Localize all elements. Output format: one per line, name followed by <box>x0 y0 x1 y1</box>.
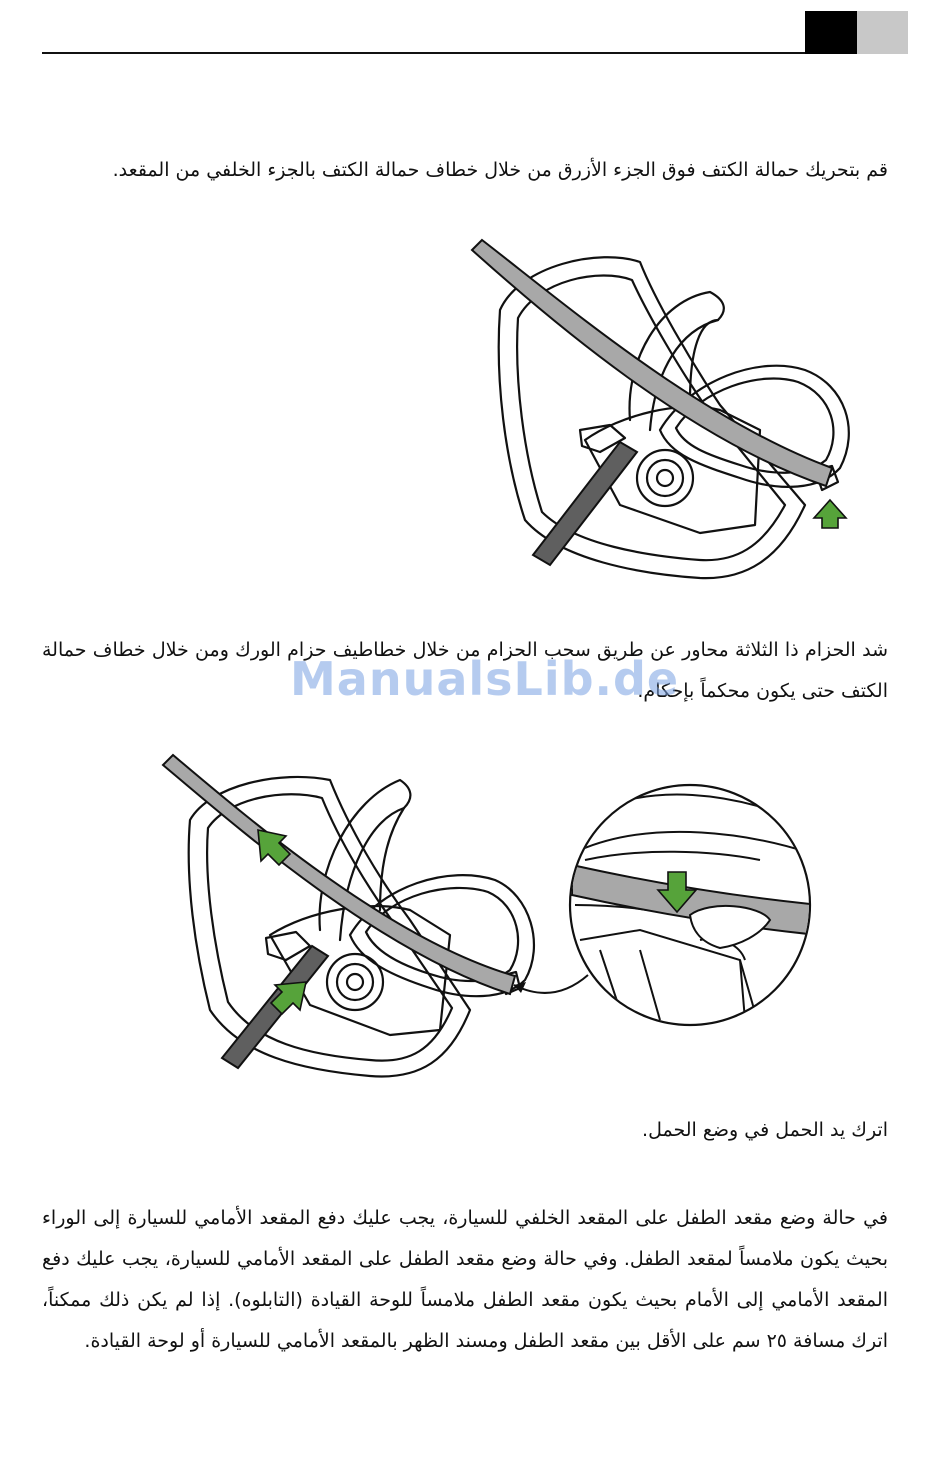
instruction-paragraph-1: قم بتحريك حمالة الكتف فوق الجزء الأزرق من خلال خطاف حمالة الكتف بالجزء الخلفي من المقعد. <box>112 159 888 181</box>
instruction-paragraph-4: في حالة وضع مقعد الطفل على المقعد الخلفي للسيارة، يجب عليك دفع المقعد الأمامي للسيارة إلى الوراء بحيث يكون ملامساً لمقعد الطفل. وفي حالة وضع مقعد الطفل على المقعد الأمامي للسيارة، يجب عليك دفع المقعد الأمامي إلى الأمام بحيث يكون مقعد الطفل ملامساً للوحة القيادة (التابلوه). إذا لم يكن ذلك ممكناً، اترك مسافة ٢٥ سم على الأقل بين مقعد الطفل ومسند الظهر بالمقعد الأمامي للسيارة أو لوحة القيادة. <box>42 1207 888 1352</box>
detail-magnifier <box>570 785 830 1030</box>
watermark: ManualsLib.de <box>290 652 680 706</box>
page-tab-light <box>857 11 908 54</box>
green-arrow-down-icon <box>658 872 696 912</box>
page-tab-dark <box>805 11 857 54</box>
header-rule <box>42 52 807 54</box>
green-arrow-up-icon <box>814 500 846 528</box>
instruction-paragraph-3: اترك يد الحمل في وضع الحمل. <box>642 1119 888 1141</box>
green-arrow-up-right-icon <box>271 982 306 1014</box>
green-arrow-up-left-icon <box>258 830 290 865</box>
instruction-paragraph-2: شد الحزام ذا الثلاثة محاور عن طريق سحب الحزام من خلال خطاطيف حزام الورك ومن خلال خطاف حمالة الكتف حتى يكون محكماً بإحكام. <box>42 639 888 702</box>
